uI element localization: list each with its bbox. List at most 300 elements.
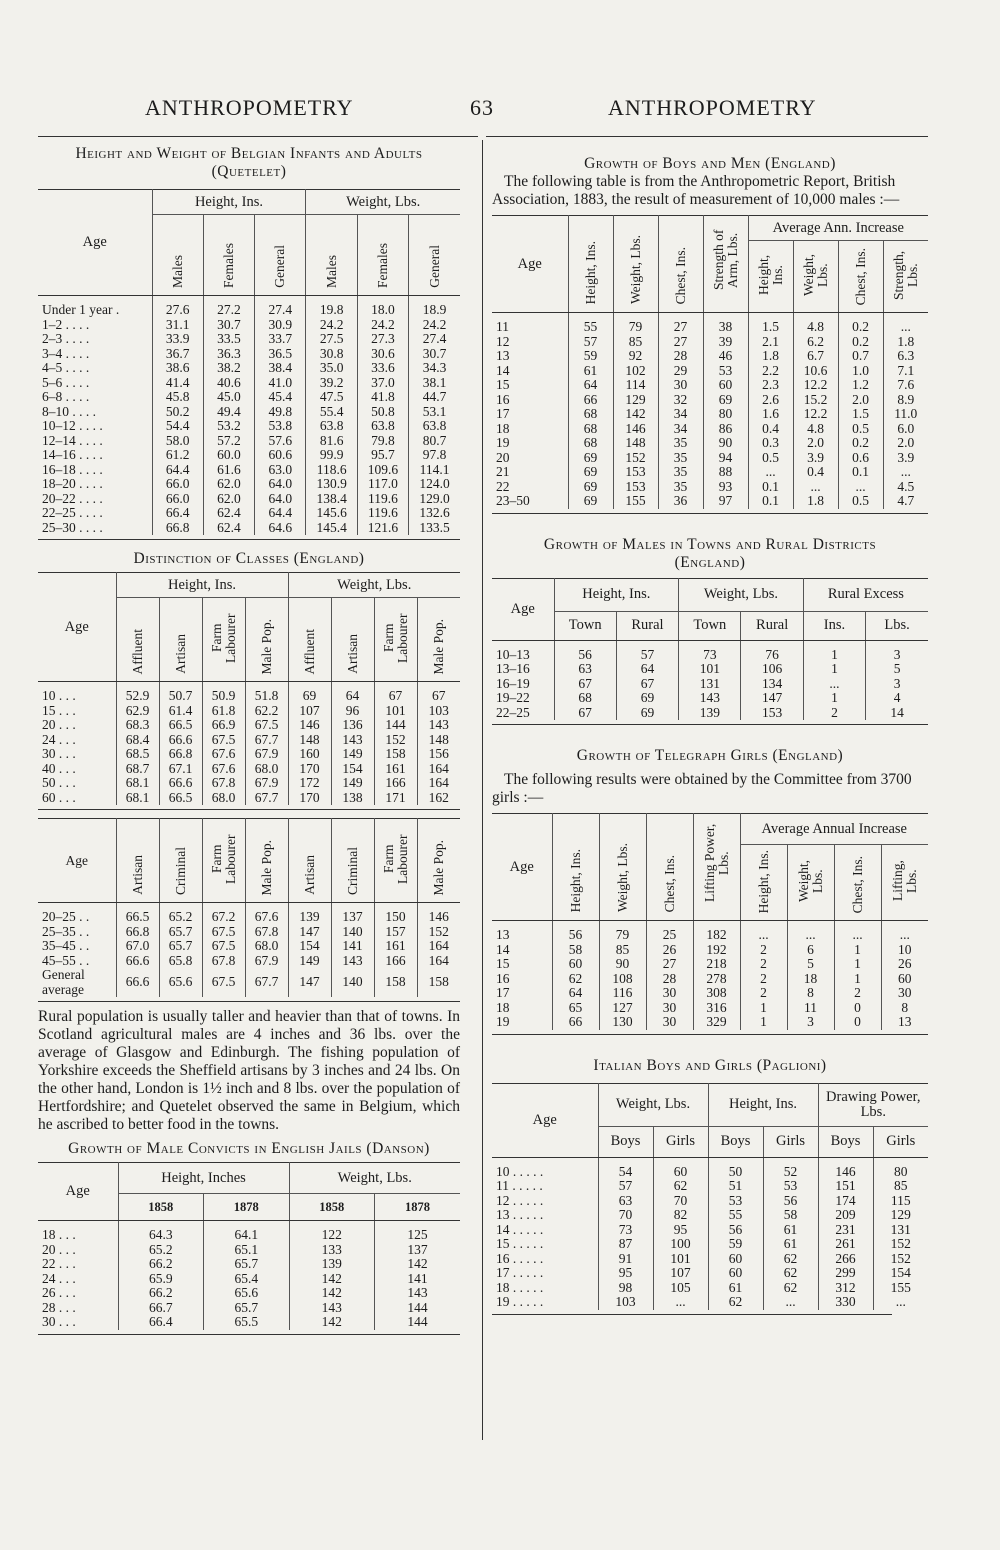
table-row xyxy=(492,1266,928,1281)
towns-weight-group: Weight, Lbs. xyxy=(679,578,804,611)
row-age-cell: 20 . . . xyxy=(42,1241,76,1257)
table-cell: 154 xyxy=(873,1266,928,1281)
table-cell: 144 xyxy=(374,718,417,733)
table-cell: ... xyxy=(883,313,928,335)
table-cell: 140 xyxy=(331,925,374,940)
criminal-col-header: Male Pop. xyxy=(417,819,460,903)
table-cell: 27.6 xyxy=(152,296,203,318)
table-cell: 64.4 xyxy=(255,506,306,521)
table-cell: 150 xyxy=(374,903,417,925)
table-cell: 54 xyxy=(598,1157,653,1179)
towns-col-header: Town xyxy=(554,611,616,640)
table-row xyxy=(38,390,460,405)
table-cell: 15.2 xyxy=(793,393,838,408)
row-age-cell: 24 . . . xyxy=(42,1270,76,1286)
table-cell: 164 xyxy=(417,776,460,791)
table-cell: 1.5 xyxy=(748,313,793,335)
table-cell: 68 xyxy=(568,436,613,451)
table-cell: 65.2 xyxy=(118,1243,204,1258)
row-age-cell: Under 1 year . xyxy=(42,302,120,317)
table-cell: 65.9 xyxy=(118,1272,204,1287)
table-cell: 26 xyxy=(881,957,928,972)
row-age-cell: 6–8 . . . . xyxy=(42,389,90,404)
table-cell: 98 xyxy=(598,1281,653,1296)
table-cell: 107 xyxy=(653,1266,708,1281)
table-cell: 30.7 xyxy=(203,318,254,333)
table-cell: 1 xyxy=(834,972,881,987)
table-cell: 137 xyxy=(375,1243,461,1258)
convicts-title: Growth of Male Convicts in English Jails (Danson) xyxy=(68,1140,430,1157)
table-cell: 63.8 xyxy=(409,419,460,434)
table-cell: 158 xyxy=(374,747,417,762)
table-cell: 67.0 xyxy=(116,939,159,954)
boys-men-increase-group: Average Ann. Increase xyxy=(748,216,928,241)
table-cell: 67.9 xyxy=(245,776,288,791)
criminal-col-header: Male Pop. xyxy=(245,819,288,903)
table-row xyxy=(492,393,928,408)
table-cell: 1.6 xyxy=(748,407,793,422)
table-row xyxy=(492,943,928,958)
table-cell: 2.6 xyxy=(748,393,793,408)
table-cell: 124.0 xyxy=(409,477,460,492)
row-age-cell: 45–55 . . xyxy=(42,952,90,968)
towns-col-header: Ins. xyxy=(803,611,865,640)
table-cell: 67.5 xyxy=(202,939,245,954)
table-cell: 158 xyxy=(374,968,417,997)
table-cell: 31.1 xyxy=(152,318,203,333)
table-cell: ... xyxy=(873,1295,928,1310)
table-cell: 170 xyxy=(288,791,331,806)
table-cell: 329 xyxy=(693,1015,740,1030)
telegraph-col-header: Weight, Lbs. xyxy=(787,845,834,921)
table-cell: 166 xyxy=(374,954,417,969)
table-cell: 34 xyxy=(658,422,703,437)
table-cell: 62.0 xyxy=(203,477,254,492)
criminal-body xyxy=(38,903,460,998)
table-cell: 147 xyxy=(288,925,331,940)
table-cell: 60 xyxy=(708,1252,763,1267)
table-cell: 162 xyxy=(417,791,460,806)
table-cell: 66 xyxy=(568,393,613,408)
table-cell: 44.7 xyxy=(409,390,460,405)
table-row xyxy=(38,747,460,762)
row-age-cell: 40 . . . xyxy=(42,760,76,776)
table-cell: 64 xyxy=(552,986,599,1001)
table-cell: 60.0 xyxy=(203,448,254,463)
table-cell: 8 xyxy=(787,986,834,1001)
row-age-cell: 20–22 . . . . xyxy=(42,490,103,506)
table-cell: 2.1 xyxy=(748,335,793,350)
table-cell: 24.2 xyxy=(306,318,357,333)
table-cell: 50.2 xyxy=(152,405,203,420)
row-age-cell: 30 . . . xyxy=(42,1314,76,1329)
table-cell: 149 xyxy=(288,954,331,969)
table-cell: 2 xyxy=(803,706,865,721)
table-cell: 133 xyxy=(289,1243,375,1258)
table-cell: 66.2 xyxy=(118,1257,204,1272)
table-cell: 142 xyxy=(289,1286,375,1301)
table-cell: 66.5 xyxy=(116,903,159,925)
table-row xyxy=(492,313,928,335)
table-row xyxy=(492,1252,928,1267)
table-cell: 182 xyxy=(693,921,740,943)
italian-col-header: Girls xyxy=(873,1126,928,1157)
criminal-col-header: Criminal xyxy=(331,819,374,903)
table-cell: 30 xyxy=(646,986,693,1001)
table-row xyxy=(38,776,460,791)
table-row xyxy=(492,1001,928,1016)
table-row xyxy=(38,682,460,704)
table-cell: 164 xyxy=(417,762,460,777)
table-cell: 2 xyxy=(740,957,787,972)
table-cell: 144 xyxy=(375,1315,461,1330)
row-age-cell: 12–14 . . . . xyxy=(42,432,103,448)
table-row xyxy=(38,968,460,997)
table-cell: 46 xyxy=(703,349,748,364)
table-cell: 65.7 xyxy=(204,1257,290,1272)
table-cell: 101 xyxy=(679,662,741,677)
table-cell: 4 xyxy=(866,691,928,706)
table-cell: 140 xyxy=(331,968,374,997)
table-cell: ... xyxy=(834,921,881,943)
row-age-cell: 21 xyxy=(496,464,510,479)
table-cell: 97 xyxy=(703,494,748,509)
table-cell: 64 xyxy=(568,378,613,393)
table-row xyxy=(38,1257,460,1272)
table-cell: 66.9 xyxy=(202,718,245,733)
table-cell: 58.0 xyxy=(152,434,203,449)
row-age-cell: 23–50 xyxy=(496,493,530,508)
table-row xyxy=(492,706,928,721)
table-cell: 231 xyxy=(818,1223,873,1238)
rural-paragraph: Rural population is usually taller and heavier than that of towns. In Scotland agricultural males are 4 inches and 36 lbs. over the average of Glasgow and Edinburgh. The fishing population of Yorkshire exceeds the Sheffield artisans by 3 inches and 24 lbs. On the other hand, London is 1½ inch and 8 lbs. over the population of Hertfordshire; and Quetelet observed the same in Belgium, which he ascribed to better food in the towns. xyxy=(38,1008,460,1133)
row-age-cell: 10 . . . xyxy=(42,688,76,703)
table-cell: 137 xyxy=(331,903,374,925)
table-cell: 66.8 xyxy=(116,925,159,940)
row-age-cell: 16 . . . . . xyxy=(496,1250,544,1266)
table-cell: 152 xyxy=(613,451,658,466)
row-age-cell: 4–5 . . . . xyxy=(42,360,90,375)
table-cell: 67.2 xyxy=(202,903,245,925)
table-cell: 3 xyxy=(787,1015,834,1030)
table-row xyxy=(492,436,928,451)
table-row xyxy=(38,477,460,492)
table-cell: 62.4 xyxy=(203,506,254,521)
table-cell: 67.9 xyxy=(245,954,288,969)
table-row xyxy=(38,704,460,719)
table-cell: 139 xyxy=(289,1257,375,1272)
table-cell: 2.0 xyxy=(883,436,928,451)
table-cell: 156 xyxy=(417,747,460,762)
table-cell: 70 xyxy=(598,1208,653,1223)
row-age-cell: 18 xyxy=(496,420,510,436)
table-cell: 11 xyxy=(787,1001,834,1016)
table-cell: 144 xyxy=(375,1301,461,1316)
table-cell: 308 xyxy=(693,986,740,1001)
table-cell: 1.0 xyxy=(838,364,883,379)
row-age-cell: 15 . . . . . xyxy=(496,1236,544,1251)
table-cell: 56 xyxy=(554,640,616,662)
table-cell: 35.0 xyxy=(306,361,357,376)
table-cell: 52 xyxy=(763,1157,818,1179)
table-row xyxy=(38,492,460,507)
table-cell: 299 xyxy=(818,1266,873,1281)
convicts-age-header: Age xyxy=(38,1163,118,1221)
row-age-cell: 25–30 . . . . xyxy=(42,519,103,535)
classes-col-header: Artisan xyxy=(159,598,202,682)
row-age-cell: 13 . . . . . xyxy=(496,1207,544,1222)
table-cell: 152 xyxy=(873,1237,928,1252)
table-cell: 85 xyxy=(873,1179,928,1194)
table-cell: 35 xyxy=(658,436,703,451)
table-cell: 2 xyxy=(740,943,787,958)
table-cell: 95 xyxy=(598,1266,653,1281)
boys-men-body xyxy=(492,313,928,509)
table-cell: 39.2 xyxy=(306,376,357,391)
telegraph-table xyxy=(492,813,928,1030)
classes-height-group: Height, Ins. xyxy=(116,573,288,598)
table-cell: 81.6 xyxy=(306,434,357,449)
table-row xyxy=(492,1208,928,1223)
table-cell: 1.2 xyxy=(838,378,883,393)
criminal-col-header: Criminal xyxy=(159,819,202,903)
towns-excess-group: Rural Excess xyxy=(803,578,928,611)
table-cell: 62 xyxy=(763,1252,818,1267)
table-cell: 130 xyxy=(599,1015,646,1030)
row-age-cell: 11 . . . . . xyxy=(496,1178,543,1193)
table-cell: 30.7 xyxy=(409,347,460,362)
table-cell: 12.2 xyxy=(793,378,838,393)
telegraph-col-header: Weight, Lbs. xyxy=(599,814,646,921)
table-cell: 76 xyxy=(741,640,803,662)
table-row xyxy=(38,1301,460,1316)
italian-drawing-group: Drawing Power, Lbs. xyxy=(818,1083,928,1126)
table-cell: 129.0 xyxy=(409,492,460,507)
table-cell: 36.7 xyxy=(152,347,203,362)
italian-col-header: Boys xyxy=(708,1126,763,1157)
belgian-body xyxy=(38,296,460,536)
table-cell: 330 xyxy=(818,1295,873,1310)
table-cell: 57 xyxy=(598,1179,653,1194)
table-cell: 4.8 xyxy=(793,422,838,437)
table-cell: 64.0 xyxy=(255,477,306,492)
table-cell: 0.6 xyxy=(838,451,883,466)
row-age-cell: 24 . . . xyxy=(42,731,76,747)
criminal-table xyxy=(38,818,460,997)
table-cell: 63 xyxy=(554,662,616,677)
table-cell: 1.8 xyxy=(883,335,928,350)
table-cell: 64.6 xyxy=(255,521,306,536)
table-cell: 12.2 xyxy=(793,407,838,422)
table-cell: 146 xyxy=(417,903,460,925)
table-cell: 3 xyxy=(866,677,928,692)
table-row xyxy=(492,451,928,466)
table-cell: 56 xyxy=(763,1194,818,1209)
table-cell: 61.4 xyxy=(159,704,202,719)
row-age-cell: 17 xyxy=(496,406,510,421)
table-cell: 62 xyxy=(552,972,599,987)
table-cell: 151 xyxy=(818,1179,873,1194)
table-cell: 38.2 xyxy=(203,361,254,376)
table-cell: 28 xyxy=(658,349,703,364)
table-cell: 149 xyxy=(331,776,374,791)
table-cell: 49.4 xyxy=(203,405,254,420)
table-cell: 142 xyxy=(289,1272,375,1287)
row-age-cell: 60 . . . xyxy=(42,789,76,805)
table-cell: 0.3 xyxy=(748,436,793,451)
table-cell: 148 xyxy=(417,733,460,748)
towns-height-group: Height, Ins. xyxy=(554,578,679,611)
table-cell: 121.6 xyxy=(357,521,408,536)
table-cell: 67.5 xyxy=(202,968,245,997)
table-cell: 0.5 xyxy=(838,494,883,509)
table-cell: 5 xyxy=(866,662,928,677)
table-cell: 68.0 xyxy=(245,762,288,777)
row-age-cell: 16 xyxy=(496,970,510,986)
table-cell: 107 xyxy=(288,704,331,719)
convicts-col-header: 1858 xyxy=(118,1194,204,1221)
table-cell: 65.7 xyxy=(159,925,202,940)
row-age-cell: 28 . . . xyxy=(42,1299,76,1315)
table-cell: 67.7 xyxy=(245,733,288,748)
table-row xyxy=(492,972,928,987)
table-cell: 2.0 xyxy=(793,436,838,451)
table-cell: 143 xyxy=(331,954,374,969)
table-cell: 149 xyxy=(331,747,374,762)
table-cell: 18 xyxy=(787,972,834,987)
table-row xyxy=(492,494,928,509)
table-cell: 0.2 xyxy=(838,335,883,350)
table-cell: 152 xyxy=(374,733,417,748)
table-cell: 1 xyxy=(740,1015,787,1030)
table-cell: 59 xyxy=(568,349,613,364)
table-cell: 27.4 xyxy=(409,332,460,347)
table-cell: 18.0 xyxy=(357,296,408,318)
table-row xyxy=(38,521,460,536)
table-cell: 138 xyxy=(331,791,374,806)
boys-men-age-header: Age xyxy=(492,216,568,313)
table-row xyxy=(492,986,928,1001)
table-cell: 0.5 xyxy=(838,422,883,437)
belgian-col-header: Males xyxy=(306,215,357,296)
table-cell: 91 xyxy=(598,1252,653,1267)
belgian-col-header: Females xyxy=(357,215,408,296)
table-cell: 61 xyxy=(708,1281,763,1296)
table-cell: 147 xyxy=(288,968,331,997)
row-age-cell: 14 xyxy=(496,362,510,378)
row-age-cell: 19 . . . . . xyxy=(496,1294,544,1309)
table-cell: 129 xyxy=(613,393,658,408)
table-cell: 68.0 xyxy=(245,939,288,954)
table-cell: 53.8 xyxy=(255,419,306,434)
table-cell: 154 xyxy=(331,762,374,777)
table-cell: 45.4 xyxy=(255,390,306,405)
table-cell: 66.8 xyxy=(159,747,202,762)
telegraph-intro: The following results were obtained by the Committee from 3700 girls :— xyxy=(492,771,912,806)
convicts-weight-group: Weight, Lbs. xyxy=(289,1163,460,1194)
table-cell: 68.7 xyxy=(116,762,159,777)
table-cell: 67.6 xyxy=(202,762,245,777)
table-cell: 65.5 xyxy=(204,1315,290,1330)
criminal-col-header: Artisan xyxy=(288,819,331,903)
row-age-cell: 35–45 . . xyxy=(42,938,90,953)
table-cell: 33.7 xyxy=(255,332,306,347)
table-row xyxy=(492,1179,928,1194)
table-cell: 102 xyxy=(613,364,658,379)
row-age-cell: 1–2 . . . . xyxy=(42,316,90,332)
table-row xyxy=(38,1315,460,1330)
table-cell: 30 xyxy=(881,986,928,1001)
table-cell: 67.8 xyxy=(202,954,245,969)
table-cell: 41.0 xyxy=(255,376,306,391)
table-row xyxy=(492,335,928,350)
table-cell: 30 xyxy=(658,378,703,393)
table-cell: 85 xyxy=(613,335,658,350)
table-cell: 170 xyxy=(288,762,331,777)
row-age-cell: 10–12 . . . . xyxy=(42,418,103,433)
table-cell: 80 xyxy=(703,407,748,422)
table-cell: 19.8 xyxy=(306,296,357,318)
table-cell: 153 xyxy=(741,706,803,721)
table-cell: 103 xyxy=(598,1295,653,1310)
table-cell: 261 xyxy=(818,1237,873,1252)
table-row xyxy=(492,349,928,364)
table-cell: 24.2 xyxy=(357,318,408,333)
table-cell: 155 xyxy=(873,1281,928,1296)
table-row xyxy=(38,506,460,521)
table-cell: 99.9 xyxy=(306,448,357,463)
table-cell: 0.1 xyxy=(748,480,793,495)
italian-body xyxy=(492,1157,928,1310)
row-age-cell: 18 . . . . . xyxy=(496,1279,544,1295)
table-cell: 146 xyxy=(288,718,331,733)
table-cell: 60 xyxy=(703,378,748,393)
table-cell: 92 xyxy=(613,349,658,364)
table-cell: 25 xyxy=(646,921,693,943)
table-cell: 60 xyxy=(881,972,928,987)
table-cell: 148 xyxy=(288,733,331,748)
table-cell: 66.4 xyxy=(118,1315,204,1330)
table-cell: 86 xyxy=(703,422,748,437)
row-age-cell: 14 xyxy=(496,941,510,957)
table-cell: 11.0 xyxy=(883,407,928,422)
belgian-col-header: General xyxy=(255,215,306,296)
table-cell: 64.4 xyxy=(152,463,203,478)
table-cell: 60 xyxy=(552,957,599,972)
table-cell: 51.8 xyxy=(245,682,288,704)
table-cell: 73 xyxy=(679,640,741,662)
table-cell: 28 xyxy=(646,972,693,987)
table-cell: 61 xyxy=(568,364,613,379)
table-cell: 69 xyxy=(568,451,613,466)
row-age-cell: 12 . . . . . xyxy=(496,1192,544,1208)
table-cell: 34 xyxy=(658,407,703,422)
table-cell: 27.4 xyxy=(255,296,306,318)
table-cell: 58 xyxy=(552,943,599,958)
table-cell: ... xyxy=(763,1295,818,1310)
table-cell: 61.6 xyxy=(203,463,254,478)
table-cell: ... xyxy=(883,465,928,480)
italian-col-header: Girls xyxy=(763,1126,818,1157)
table-cell: 1.5 xyxy=(838,407,883,422)
table-cell: 6.7 xyxy=(793,349,838,364)
table-row xyxy=(38,376,460,391)
table-cell: 61.2 xyxy=(152,448,203,463)
table-cell: 164 xyxy=(417,954,460,969)
table-cell: 114 xyxy=(613,378,658,393)
classes-weight-group: Weight, Lbs. xyxy=(288,573,460,598)
table-cell: 66.4 xyxy=(152,506,203,521)
